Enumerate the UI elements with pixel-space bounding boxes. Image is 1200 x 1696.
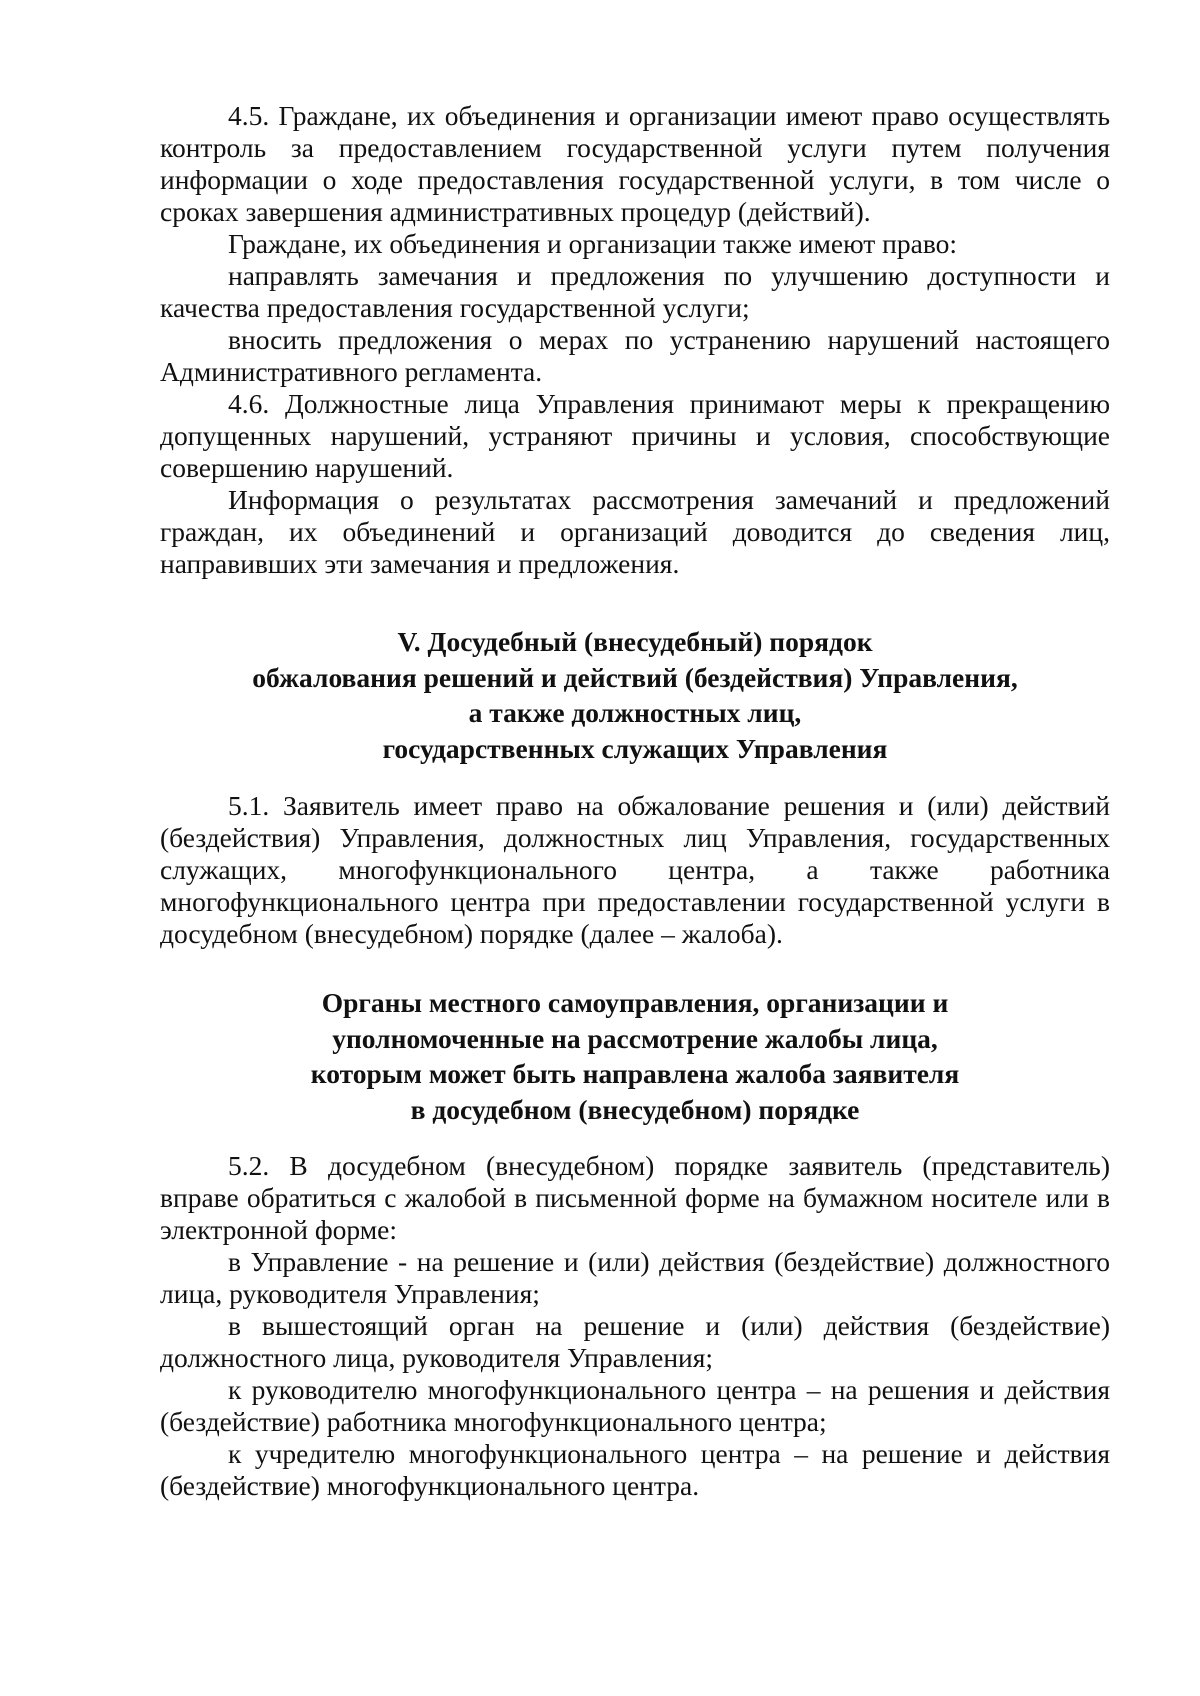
paragraph-rights-remarks: направлять замечания и предложения по улучшению доступности и качества предоставления государственной услуги; xyxy=(160,260,1110,323)
list-item-mfc-founder: к учредителю многофункционального центра – на решение и действия (бездействие) многофункционального центра. xyxy=(160,1438,1110,1501)
section-v-text xyxy=(160,790,1110,950)
section-iv-text xyxy=(160,100,1110,580)
organs-heading-line: уполномоченные на рассмотрение жалобы лица, xyxy=(332,1022,938,1054)
paragraph-rights-proposals: вносить предложения о мерах по устранению нарушений настоящего Административного регламента. xyxy=(160,324,1110,387)
section-v-heading-line: государственных служащих Управления xyxy=(382,732,888,764)
organs-heading-line: Органы местного самоуправления, организации и xyxy=(321,987,949,1018)
paragraph-4-6: 4.6. Должностные лица Управления принимают меры к прекращению допущенных нарушений, устраняют причины и условия, способствующие совершению нарушений. xyxy=(160,388,1110,483)
organs-subsection-text xyxy=(160,1150,1110,1502)
paragraph-5-2: 5.2. В досудебном (внесудебном) порядке заявитель (представитель) вправе обратиться с жалобой в письменной форме на бумажном носителе или в электронной форме: xyxy=(160,1150,1110,1245)
paragraph-5-1: 5.1. Заявитель имеет право на обжалование решения и (или) действий (бездействия) Управления, должностных лиц Управления, государственных служащих, многофункционального центра, а также работника многофункционального центра при предоставлении государственной услуги в досудебном (внесудебном) порядке (далее – жалоба). xyxy=(160,790,1110,949)
section-v-heading xyxy=(160,624,1110,766)
section-v-heading-line: а также должностных лиц, xyxy=(468,697,802,728)
list-item-higher-authority: в вышестоящий орган на решение и (или) действия (бездействие) должностного лица, руководителя Управления; xyxy=(160,1310,1110,1373)
paragraph-rights-intro: Граждане, их объединения и организации также имеют право: xyxy=(228,228,958,259)
organs-heading-line: в досудебном (внесудебном) порядке xyxy=(410,1093,860,1125)
section-v-heading-line: V. Досудебный (внесудебный) порядок xyxy=(397,626,873,657)
organs-heading-line: которым может быть направлена жалоба заявителя xyxy=(310,1058,960,1089)
paragraph-results-info: Информация о результатах рассмотрения замечаний и предложений граждан, их объединений и организаций доводится до сведения лиц, направивших эти замечания и предложения. xyxy=(160,484,1110,579)
paragraph-4-5: 4.5. Граждане, их объединения и организации имеют право осуществлять контроль за предоставлением государственной услуги путем получения информации о ходе предоставления государственной услуги, в том числе о сроках завершения административных процедур (действий). xyxy=(160,100,1110,227)
section-v-heading-line: обжалования решений и действий (бездействия) Управления, xyxy=(252,661,1018,693)
list-item-management: в Управление - на решение и (или) действия (бездействие) должностного лица, руководителя Управления; xyxy=(160,1246,1110,1309)
organs-subsection-heading xyxy=(160,985,1110,1127)
list-item-mfc-head: к руководителю многофункционального центра – на решения и действия (бездействие) работника многофункционального центра; xyxy=(160,1374,1110,1437)
